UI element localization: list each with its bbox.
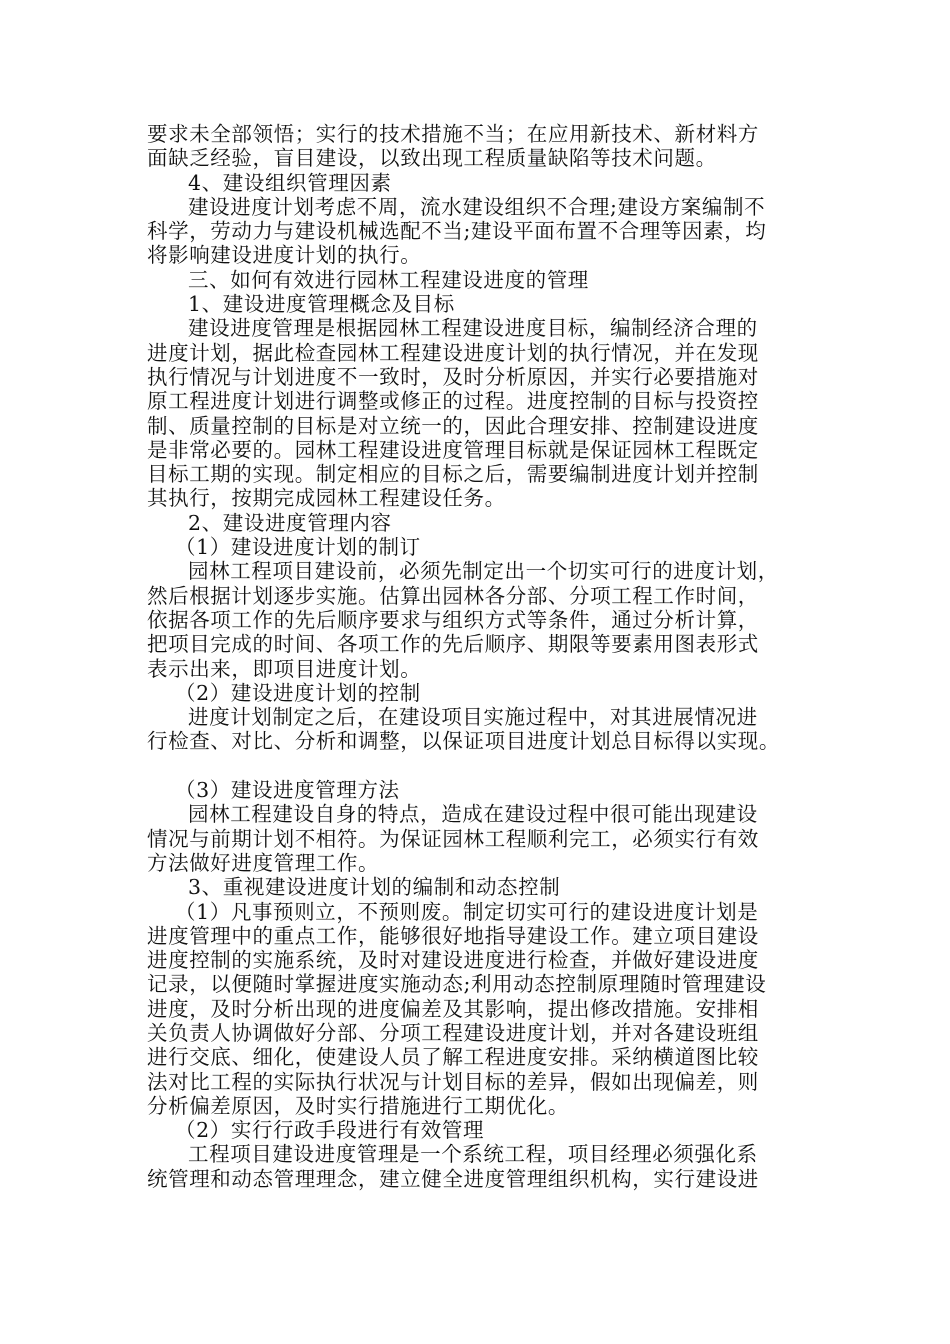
blank-line bbox=[147, 754, 807, 778]
text-line: 进度控制的实施系统，及时对建设进度进行检查，并做好建设进度 bbox=[147, 948, 759, 973]
text-line: 依据各项工作的先后顺序要求与组织方式等条件，通过分析计算， bbox=[147, 607, 759, 632]
text-line: 工程项目建设进度管理是一个系统工程，项目经理必须强化系 bbox=[188, 1142, 758, 1167]
text-line: 目标工期的实现。制定相应的目标之后，需要编制进度计划并控制 bbox=[147, 462, 759, 487]
text-line: （1）凡事预则立，不预则废。制定切实可行的建设进度计划是 bbox=[175, 899, 759, 924]
text-line: 执行情况与计划进度不一致时，及时分析原因，并实行必要措施对 bbox=[147, 364, 759, 389]
text-line: 是非常必要的。园林工程建设进度管理目标就是保证园林工程既定 bbox=[147, 437, 759, 462]
text-line: 进度，及时分析出现的进度偏差及其影响，提出修改措施。安排相 bbox=[147, 996, 759, 1021]
text-line: 原工程进度计划进行调整或修正的过程。进度控制的目标与投资控 bbox=[147, 389, 759, 414]
text-line: 要求未全部领悟；实行的技术措施不当；在应用新技术、新材料方 bbox=[147, 122, 759, 146]
text-line: 科学，劳动力与建设机械选配不当;建设平面布置不合理等因素，均 bbox=[147, 219, 767, 244]
text-line: 将影响建设进度计划的执行。 bbox=[147, 243, 422, 268]
text-line: 4、建设组织管理因素 bbox=[188, 170, 392, 195]
text-line: 进度计划，据此检查园林工程建设进度计划的执行情况，并在发现 bbox=[147, 340, 759, 365]
text-line: 2、建设进度管理内容 bbox=[188, 510, 392, 535]
text-line: 制、质量控制的目标是对立统一的，因此合理安排、控制建设进度 bbox=[147, 413, 759, 438]
text-line: 表示出来，即项目进度计划。 bbox=[147, 656, 422, 681]
text-line: 进度计划制定之后，在建设项目实施过程中，对其进展情况进 bbox=[188, 705, 758, 730]
text-line: 把项目完成的时间、各项工作的先后顺序、期限等要素用图表形式 bbox=[147, 632, 759, 657]
text-line: 记录，以便随时掌握进度实施动态;利用动态控制原理随时管理建设 bbox=[147, 972, 767, 997]
text-line: 分析偏差原因，及时实行措施进行工期优化。 bbox=[147, 1093, 569, 1118]
text-line: （2）实行行政手段进行有效管理 bbox=[175, 1118, 485, 1143]
text-line: 进度管理中的重点工作，能够很好地指导建设工作。建立项目建设 bbox=[147, 923, 759, 948]
text-line: 三、如何有效进行园林工程建设进度的管理 bbox=[188, 267, 589, 292]
text-line: 建设进度计划考虑不周，流水建设组织不合理;建设方案编制不 bbox=[188, 194, 766, 219]
document-page bbox=[147, 122, 807, 1191]
text-line: 然后根据计划逐步实施。估算出园林各分部、分项工程工作时间， bbox=[147, 583, 759, 608]
text-line: 行检查、对比、分析和调整，以保证项目进度计划总目标得以实现。 bbox=[147, 729, 780, 754]
text-line: 园林工程建设自身的特点，造成在建设过程中很可能出现建设 bbox=[188, 802, 758, 827]
text-line: 建设进度管理是根据园林工程建设进度目标，编制经济合理的 bbox=[188, 316, 758, 341]
text-line: 其执行，按期完成园林工程建设任务。 bbox=[147, 486, 506, 511]
text-line: 法对比工程的实际执行状况与计划目标的差异，假如出现偏差，则 bbox=[147, 1069, 759, 1094]
text-line: 方法做好进度管理工作。 bbox=[147, 850, 380, 875]
text-line: 园林工程项目建设前，必须先制定出一个切实可行的进度计划， bbox=[188, 559, 779, 584]
text-line: 关负责人协调做好分部、分项工程建设进度计划，并对各建设班组 bbox=[147, 1020, 759, 1045]
text-line: 情况与前期计划不相符。为保证园林工程顺利完工，必须实行有效 bbox=[147, 826, 759, 851]
text-line: （2）建设进度计划的控制 bbox=[175, 680, 421, 705]
text-line: 3、重视建设进度计划的编制和动态控制 bbox=[188, 875, 561, 900]
text-line: 统管理和动态管理理念，建立健全进度管理组织机构，实行建设进 bbox=[147, 1166, 759, 1191]
text-line: 1、建设进度管理概念及目标 bbox=[188, 292, 455, 317]
text-line: 面缺乏经验，盲目建设，以致出现工程质量缺陷等技术问题。 bbox=[147, 146, 717, 171]
text-line: （1）建设进度计划的制订 bbox=[175, 535, 421, 560]
text-line: （3）建设进度管理方法 bbox=[175, 778, 400, 803]
text-line: 进行交底、细化，使建设人员了解工程进度安排。采纳横道图比较 bbox=[147, 1045, 759, 1070]
